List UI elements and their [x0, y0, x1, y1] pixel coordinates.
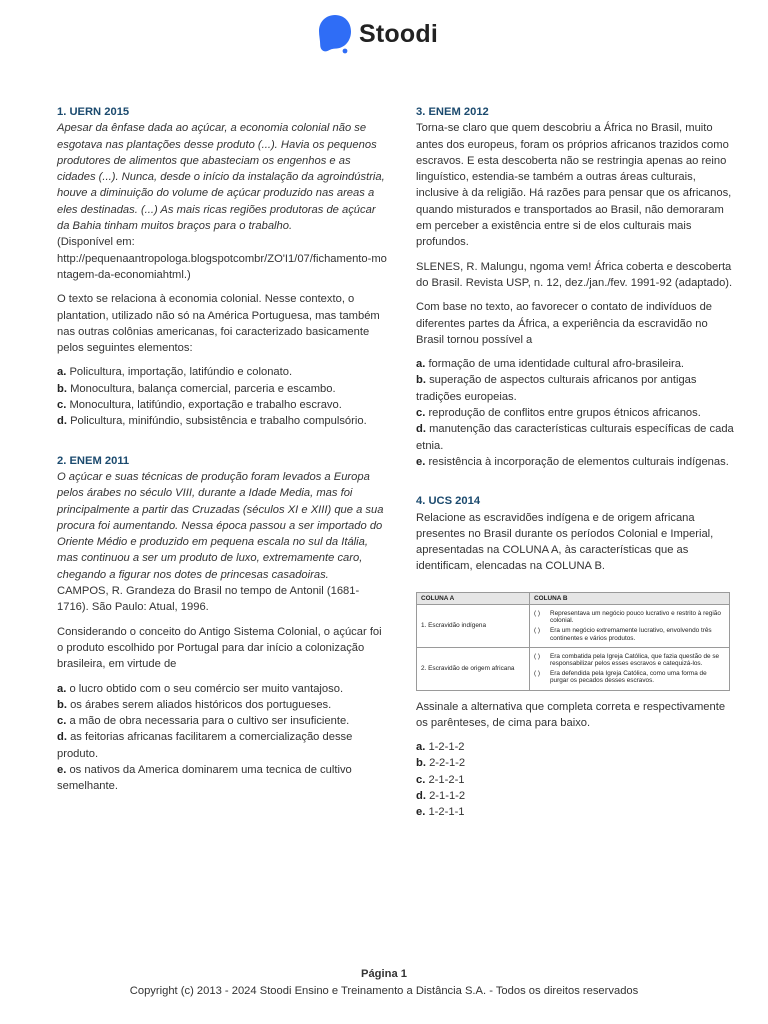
- columns-table: [416, 592, 730, 691]
- question-4: [416, 493, 734, 820]
- source-label: (Disponível em:: [57, 236, 135, 249]
- column-b-item: ( ) Representava um negócio pouco lucrativo e restrito à região colonial.: [534, 609, 721, 625]
- option-c: c. Monocultura, latifúndio, exportação e trabalho escravo.: [57, 399, 342, 412]
- column-b-cell: [530, 604, 730, 647]
- options-list: [416, 739, 734, 820]
- column-b-item: ( ) Era defendida pela Igreja Católica, como uma forma de purgar os pecados desses escravos.: [534, 670, 707, 685]
- option-b: b. os árabes serem aliados históricos dos portugueses.: [57, 698, 332, 711]
- question-passage: Torna-se claro que quem descobriu a África no Brasil, muito antes dos europeus, foram os próprios africanos trazidos como escravos. E esta descoberta não se restringia apenas ao reino linguístico, estendia-se também a outras áreas culturais, inclusive à da religião. Há razões para pensar que os africanos, quando misturados e transportados ao Brasil, não demoraram em perceber a existência entre si de elos culturais mais profundos.: [416, 122, 732, 249]
- page-footer: [0, 966, 768, 1000]
- question-3: [416, 104, 734, 470]
- question-prompt: Assinale a alternativa que completa correta e respectivamente os parênteses, de cima para baixo.: [416, 700, 726, 729]
- question-prompt: O texto se relaciona à economia colonial. Nesse contexto, o plantation, utilizado não só na América Portuguesa, mas também nas outras colônias americanas, foi caracterizado basicamente pelos seguintes elementos:: [57, 293, 380, 355]
- option-b: b. superação de aspectos culturais africanos por antigas tradições europeias.: [416, 374, 697, 403]
- stoodi-logo: [318, 14, 438, 54]
- column-b-header: COLUNA B: [530, 592, 730, 604]
- option-c: c. reprodução de conflitos entre grupos étnicos africanos.: [416, 407, 701, 420]
- question-title: 3. ENEM 2012: [416, 106, 489, 118]
- option-d: d. Policultura, minifúndio, subsistência e trabalho compulsório.: [57, 415, 367, 428]
- page-number: Página 1: [360, 968, 407, 980]
- source-url: http://pequenaantropologa.blogspotcombr/ZO'I1/07/fichamento-montagem-da-economiahtml.): [57, 252, 387, 281]
- options-list: [57, 364, 387, 429]
- question-passage: Relacione as escravidões indígena e de origem africana presentes no Brasil durante os períodos Colonial e Imperial, apresentadas na COLUNA A, às características que as identificam, elencadas na COLUNA B.: [416, 511, 714, 573]
- copyright-text: Copyright (c) 2013 - 2024 Stoodi Ensino e Treinamento a Distância S.A. - Todos os direitos reservados: [129, 985, 639, 997]
- option-d: d. 2-1-1-2: [416, 790, 466, 803]
- stoodi-logo-icon: [318, 14, 352, 54]
- column-b-cell: [530, 647, 730, 690]
- column-a-header: COLUNA A: [417, 592, 530, 604]
- question-title: 1. UERN 2015: [57, 106, 130, 118]
- options-list: [416, 356, 734, 470]
- option-b: b. Monocultura, balança comercial, parceria e escambo.: [57, 382, 336, 395]
- column-a-item-2: 2. Escravidão de origem africana: [417, 647, 530, 690]
- source-citation: SLENES, R. Malungu, ngoma vem! África coberta e descoberta do Brasil. Revista USP, n. 12, dez./jan./fev. 1991-92 (adaptado).: [416, 260, 733, 289]
- option-d: d. manutenção das características culturais específicas de cada etnia.: [416, 423, 734, 452]
- right-column: [416, 104, 734, 821]
- option-e: e. os nativos da America dominarem uma tecnica de cultivo semelhante.: [57, 763, 352, 793]
- column-a-item-1: 1. Escravidão indígena: [417, 604, 530, 647]
- column-b-item: ( ) Era combatida pela Igreja Católica, que fazia questão de se responsabilizar pelos esses escravos e catequizá-los.: [534, 652, 720, 667]
- question-1: [57, 104, 387, 430]
- option-a: a. formação de uma identidade cultural afro-brasileira.: [416, 358, 685, 371]
- option-c: c. 2-1-2-1: [416, 773, 465, 786]
- option-d: d. as feitorias africanas facilitarem a comercialização desse produto.: [57, 731, 353, 760]
- question-title: 2. ENEM 2011: [57, 454, 130, 467]
- question-2: [57, 453, 387, 795]
- left-column: [57, 104, 387, 795]
- question-passage: Apesar da ênfase dada ao açúcar, a economia colonial não se esgotava nas plantações desse produto (...). Havia os pequenos produtores de alimentos que abasteciam os engenhos e as cidades (...). Nunca, desde o início da instalação da agroindústria, houve a diminuição do volume de açúcar produzido nas areas a eles destinadas. (...) As mais ricas regiões produtoras de açúcar da Bahia tinham muitos braços para o trabalho.: [57, 122, 385, 233]
- option-e: e. 1-2-1-1: [416, 806, 465, 819]
- option-c: c. a mão de obra necessaria para o cultivo ser insuficiente.: [57, 715, 350, 728]
- question-passage: O açúcar e suas técnicas de produção foram levados a Europa pelos árabes no século VIII, durante a Idade Media, mas foi principalmente a partir das Cruzadas (séculos XI e XIII) que a sua procura foi aumentando. Nessa época passou a ser importado do Oriente Médio e produzido em pequena escala no sul da Itália, mas continuou a ser um produto de luxo, extremamente caro, chegando a figurar nos dotes de princesas casadoiras.: [57, 470, 384, 581]
- question-prompt: Com base no texto, ao favorecer o contato de indivíduos de diferentes partes da África, a experiência da escravidão no Brasil tornou possível a: [416, 301, 713, 346]
- option-a: a. o lucro obtido com o seu comércio ser muito vantajoso.: [57, 682, 344, 695]
- option-a: a. 1-2-1-2: [416, 741, 465, 754]
- option-a: a. Policultura, importação, latifúndio e colonato.: [57, 366, 293, 379]
- question-prompt: Considerando o conceito do Antigo Sistema Colonial, o açúcar foi o produto escolhido por Portugal para dar início a colonização brasileira, em virtude de: [57, 625, 382, 671]
- option-e: e. resistência à incorporação de elementos culturais indígenas.: [416, 455, 729, 468]
- source-citation: CAMPOS, R. Grandeza do Brasil no tempo de Antonil (1681-1716). São Paulo: Atual, 1996.: [57, 585, 360, 614]
- column-b-item: ( ) Era um negócio extremamente lucrativo, envolvendo três continentes e vários produtos.: [534, 627, 712, 642]
- options-list: [57, 681, 387, 795]
- option-b: b. 2-2-1-2: [416, 757, 466, 770]
- logo-text: Stoodi: [359, 19, 438, 48]
- question-title: 4. UCS 2014: [416, 495, 481, 508]
